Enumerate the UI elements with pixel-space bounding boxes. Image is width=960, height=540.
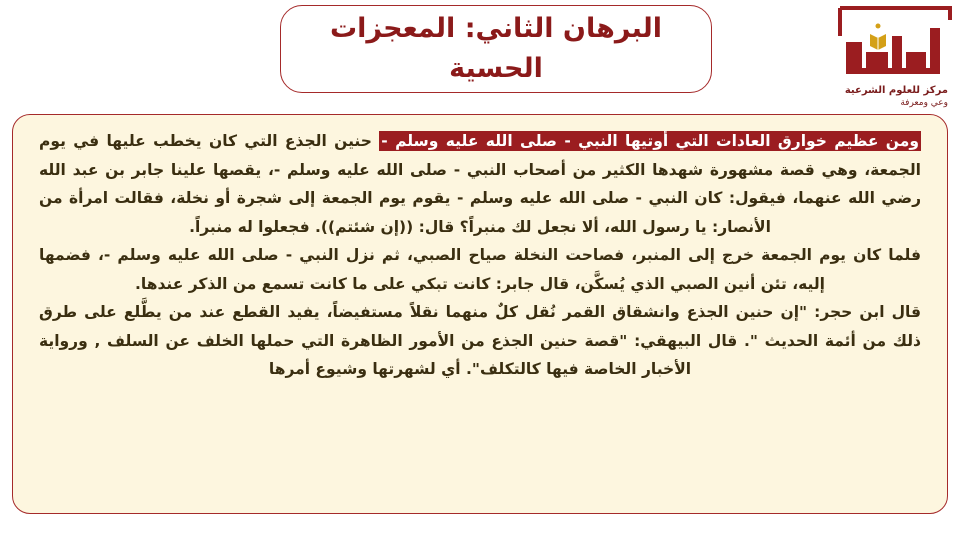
- paragraph-2: فلما كان يوم الجمعة خرج إلى المنبر، فصاحت النخلة صياح الصبي، ثم نزل النبي - صلى الله عليه وسلم -، فضمها إليه، تئن أنين الصبي الذي يُسكَّن، قال جابر: كانت تبكي على ما كانت تسمع من الذكر عندها.: [39, 246, 921, 293]
- content-panel: [12, 114, 948, 514]
- title-box: [280, 5, 712, 93]
- paragraph-3: قال ابن حجر: "إن حنين الجذع وانشقاق القمر نُقل كلٌ منهما نقلاً مستفيضاً، يفيد القطع عند من يطَّلع على طرق ذلك من أئمة الحديث ". قال البيهقي: "قصة حنين الجذع من الأمور الظاهرة التي حملها الخلف عن السلف , ورواية الأخبار الخاصة فيها كالتكلف". أي لشهرتها وشيوع أمرها: [39, 303, 921, 378]
- logo: [838, 6, 952, 110]
- slide-title: البرهان الثاني: المعجزات الحسية: [329, 13, 663, 84]
- highlighted-phrase: ومن عظيم خوارق العادات التي أوتيها النبي - صلى الله عليه وسلم -: [381, 132, 919, 150]
- logo-tagline: وعي ومعرفة: [900, 98, 948, 108]
- logo-mark: [838, 6, 952, 86]
- paragraph-1-text: حنين الجذع التي كان يخطب عليها في يوم الجمعة، وهي قصة مشهورة شهدها الكثير من أصحاب النبي - صلى الله عليه وسلم -، يقصها علينا جابر بن عبد الله رضي الله عنهما، فيقول: كان النبي - صلى الله عليه وسلم - يقوم يوم الجمعة إلى شجرة أو نخلة، فقالت امرأة من الأنصار: يا رسول الله، ألا نجعل لك منبراً؟ قال: ((إن شئتم)). فجعلوا له منبراً.: [39, 132, 921, 236]
- book-icon: [870, 34, 886, 50]
- content-text: [39, 127, 921, 384]
- paragraph-1: [39, 127, 921, 241]
- logo-subtitle: مركز للعلوم الشرعية: [844, 85, 948, 96]
